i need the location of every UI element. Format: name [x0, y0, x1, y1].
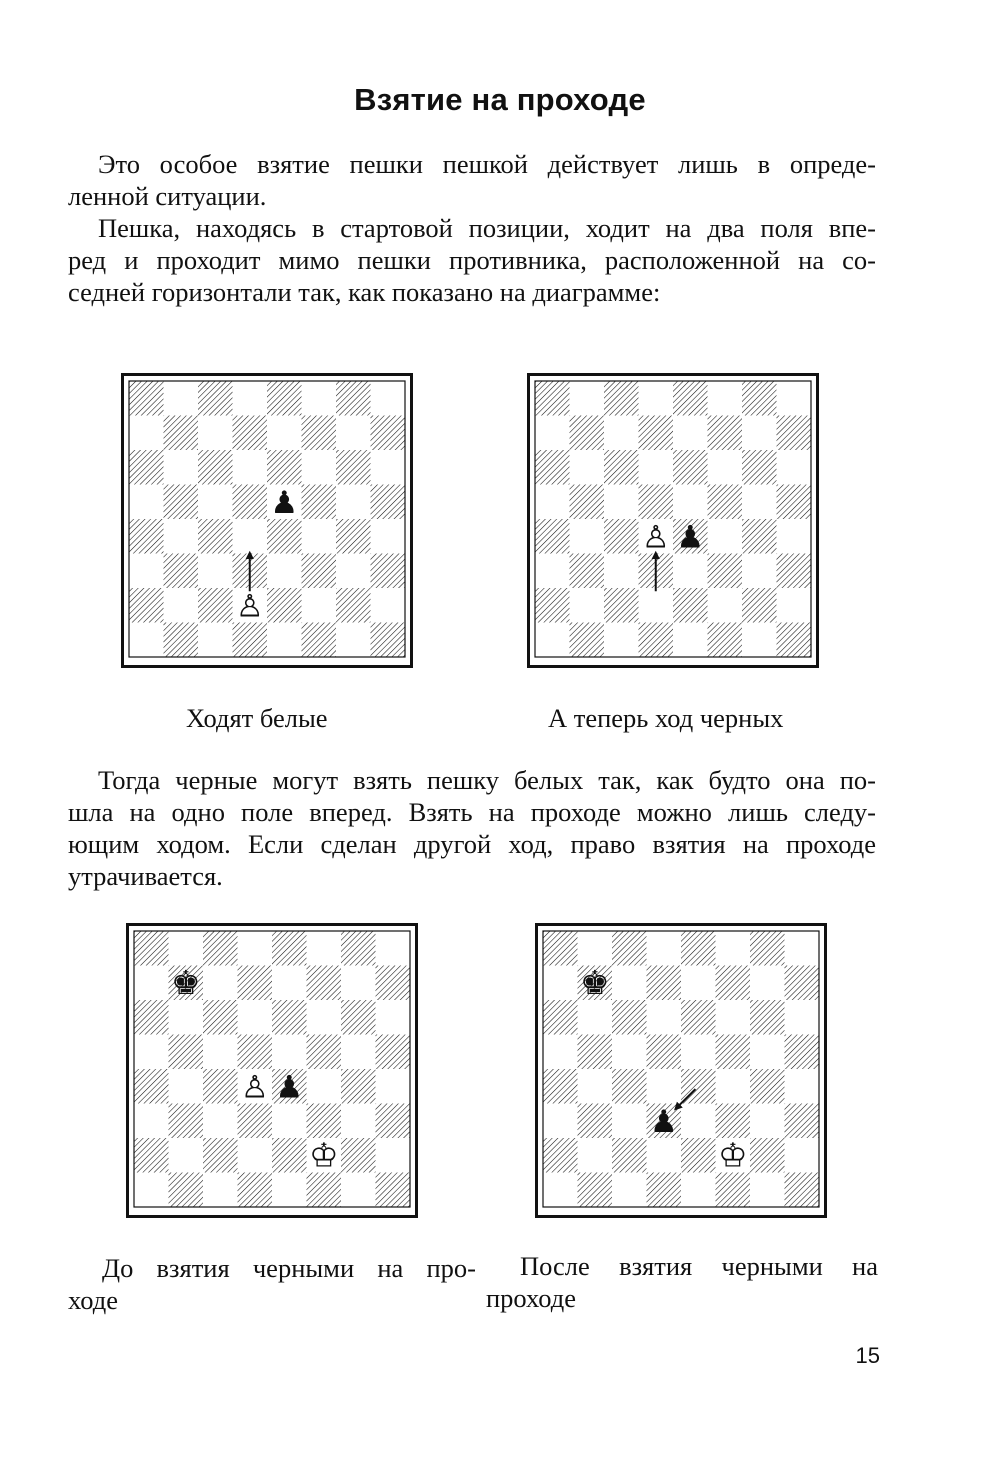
caption-line: ходе: [68, 1285, 118, 1315]
dark-square: [535, 519, 570, 554]
white-pawn-d2: ♙: [235, 588, 264, 625]
dark-square: [612, 1000, 647, 1035]
dark-square: [267, 519, 302, 554]
text-line: ленной ситуации.: [68, 181, 267, 211]
dark-square: [203, 1138, 238, 1173]
dark-square: [267, 381, 302, 416]
white-king-f2: ♔: [717, 1135, 748, 1175]
dark-square: [371, 554, 406, 589]
text-line: утрачивается.: [68, 861, 223, 891]
dark-square: [681, 931, 716, 966]
caption-line: А теперь ход черных: [548, 703, 784, 733]
dark-square: [272, 1138, 307, 1173]
dark-square: [164, 485, 199, 520]
dark-square: [129, 381, 164, 416]
dark-square: [238, 1104, 273, 1139]
dark-square: [612, 1138, 647, 1173]
dark-square: [777, 485, 812, 520]
dark-square: [543, 1138, 578, 1173]
white-pawn-d4: ♙: [641, 519, 670, 556]
text-line: Это особое взятие пешки пешкой действует лишь в опреде-: [98, 149, 876, 179]
dark-square: [612, 1069, 647, 1104]
dark-square: [376, 1104, 411, 1139]
diagram-caption: [486, 1250, 878, 1314]
dark-square: [604, 588, 639, 623]
dark-square: [543, 1000, 578, 1035]
dark-square: [341, 1138, 376, 1173]
dark-square: [198, 519, 233, 554]
dark-square: [336, 450, 371, 485]
paragraph-capture: [68, 764, 876, 892]
dark-square: [233, 485, 268, 520]
caption-line: После взятия черными на: [520, 1251, 878, 1281]
dark-square: [238, 1035, 273, 1070]
dark-square: [267, 588, 302, 623]
dark-square: [647, 1173, 682, 1208]
black-pawn-d3: ♟: [649, 1103, 678, 1140]
dark-square: [578, 1104, 613, 1139]
black-pawn-e4: ♟: [676, 519, 705, 556]
dark-square: [169, 1104, 204, 1139]
white-king-f2: ♔: [308, 1135, 339, 1175]
dark-square: [785, 966, 820, 1001]
dark-square: [716, 966, 751, 1001]
black-pawn-e4: ♟: [275, 1069, 304, 1106]
dark-square: [742, 519, 777, 554]
diagram-caption: [186, 702, 328, 734]
dark-square: [302, 623, 337, 658]
dark-square: [134, 1069, 169, 1104]
dark-square: [639, 416, 674, 451]
dark-square: [570, 623, 605, 658]
dark-square: [198, 450, 233, 485]
dark-square: [742, 450, 777, 485]
dark-square: [750, 931, 785, 966]
dark-square: [272, 1000, 307, 1035]
dark-square: [785, 1104, 820, 1139]
page-title: Взятие на проходе: [354, 82, 646, 117]
dark-square: [307, 966, 342, 1001]
dark-square: [708, 623, 743, 658]
dark-square: [129, 588, 164, 623]
dark-square: [785, 1173, 820, 1208]
black-king-b7: ♚: [170, 962, 201, 1002]
dark-square: [198, 588, 233, 623]
dark-square: [777, 416, 812, 451]
dark-square: [716, 1104, 751, 1139]
chess-diagram-after-capture: [535, 923, 827, 1218]
dark-square: [203, 1069, 238, 1104]
diagram-caption: [68, 1252, 476, 1316]
dark-square: [604, 519, 639, 554]
dark-square: [233, 416, 268, 451]
dark-square: [681, 1138, 716, 1173]
dark-square: [336, 519, 371, 554]
dark-square: [543, 931, 578, 966]
paragraph-rule: [68, 212, 876, 308]
dark-square: [673, 381, 708, 416]
dark-square: [578, 1173, 613, 1208]
dark-square: [647, 966, 682, 1001]
dark-square: [742, 381, 777, 416]
dark-square: [169, 1035, 204, 1070]
black-king-b7: ♚: [579, 962, 610, 1002]
dark-square: [750, 1000, 785, 1035]
dark-square: [169, 1173, 204, 1208]
text-line: седней горизонтали так, как показано на диаграмме:: [68, 277, 661, 307]
dark-square: [371, 416, 406, 451]
dark-square: [336, 381, 371, 416]
caption-line: проходе: [486, 1283, 576, 1313]
dark-square: [307, 1035, 342, 1070]
dark-square: [134, 1138, 169, 1173]
dark-square: [134, 931, 169, 966]
dark-square: [341, 1000, 376, 1035]
dark-square: [604, 450, 639, 485]
dark-square: [535, 381, 570, 416]
dark-square: [203, 1000, 238, 1035]
text-line: ющим ходом. Если сделан другой ход, право взятия на проходе: [68, 829, 876, 859]
dark-square: [716, 1173, 751, 1208]
dark-square: [371, 485, 406, 520]
dark-square: [673, 450, 708, 485]
dark-square: [129, 519, 164, 554]
dark-square: [302, 485, 337, 520]
dark-square: [302, 416, 337, 451]
dark-square: [238, 1173, 273, 1208]
dark-square: [164, 416, 199, 451]
dark-square: [307, 1104, 342, 1139]
dark-square: [708, 485, 743, 520]
text-line: шла на одно поле вперед. Взять на проходе можно лишь следу-: [68, 797, 876, 827]
dark-square: [371, 623, 406, 658]
chess-diagram-black-to-move: [527, 373, 819, 668]
dark-square: [336, 588, 371, 623]
page-number: 15: [855, 1343, 880, 1368]
dark-square: [750, 1138, 785, 1173]
dark-square: [785, 1035, 820, 1070]
chess-diagram-white-to-move: [121, 373, 413, 668]
text-line: Пешка, находясь в стартовой позиции, ходит на два поля впе-: [98, 213, 876, 243]
dark-square: [708, 554, 743, 589]
dark-square: [203, 931, 238, 966]
dark-square: [376, 1173, 411, 1208]
dark-square: [535, 450, 570, 485]
dark-square: [750, 1069, 785, 1104]
dark-square: [198, 381, 233, 416]
dark-square: [238, 966, 273, 1001]
dark-square: [777, 623, 812, 658]
dark-square: [578, 1035, 613, 1070]
dark-square: [604, 381, 639, 416]
dark-square: [716, 1035, 751, 1070]
dark-square: [233, 623, 268, 658]
dark-square: [129, 450, 164, 485]
dark-square: [302, 554, 337, 589]
dark-square: [164, 623, 199, 658]
dark-square: [341, 1069, 376, 1104]
dark-square: [134, 1000, 169, 1035]
white-pawn-d4: ♙: [240, 1069, 269, 1106]
text-line: ред и проходит мимо пешки противника, расположенной на со-: [68, 245, 876, 275]
dark-square: [639, 485, 674, 520]
dark-square: [639, 623, 674, 658]
dark-square: [742, 588, 777, 623]
paragraph-intro: [68, 148, 876, 212]
dark-square: [535, 588, 570, 623]
text-line: Тогда черные могут взять пешку белых так, как будто она по-: [98, 765, 876, 795]
dark-square: [647, 1035, 682, 1070]
dark-square: [777, 554, 812, 589]
dark-square: [272, 931, 307, 966]
chess-diagram-before-capture: [126, 923, 418, 1218]
dark-square: [708, 416, 743, 451]
dark-square: [307, 1173, 342, 1208]
dark-square: [543, 1069, 578, 1104]
dark-square: [164, 554, 199, 589]
diagram-caption: [548, 702, 783, 734]
caption-line: Ходят белые: [186, 703, 328, 733]
dark-square: [570, 554, 605, 589]
dark-square: [570, 485, 605, 520]
dark-square: [673, 588, 708, 623]
black-pawn-e5: ♟: [270, 484, 299, 521]
dark-square: [267, 450, 302, 485]
dark-square: [570, 416, 605, 451]
dark-square: [341, 931, 376, 966]
dark-square: [612, 931, 647, 966]
dark-square: [376, 1035, 411, 1070]
caption-line: До взятия черными на про-: [102, 1253, 476, 1283]
dark-square: [681, 1000, 716, 1035]
dark-square: [376, 966, 411, 1001]
